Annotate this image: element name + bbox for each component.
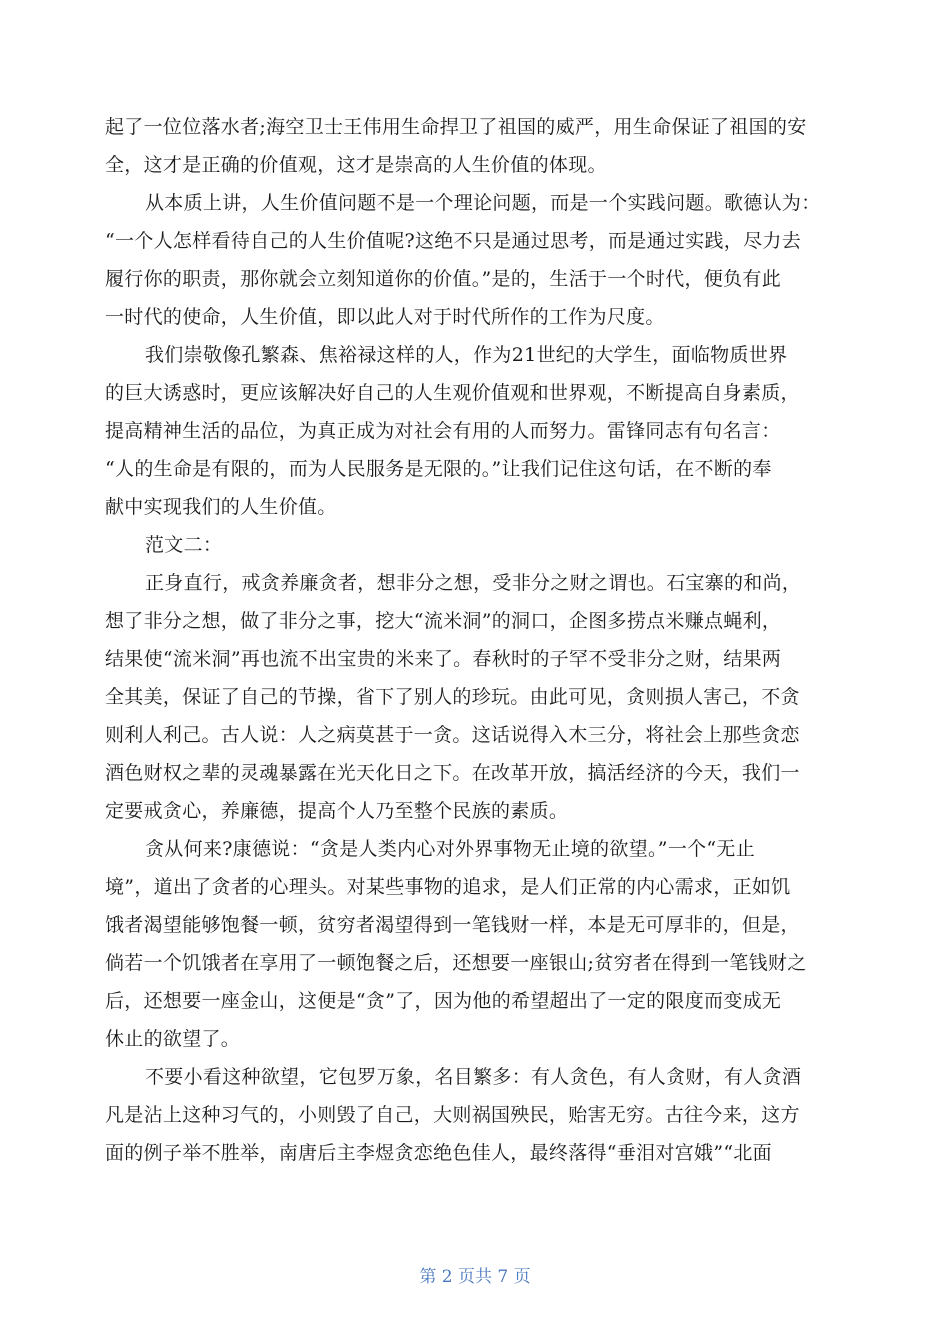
text-line: 结果使“流米洞”再也流不出宝贵的米来了。春秋时的子罕不受非分之财，结果两 xyxy=(105,648,782,670)
paragraph-start-line: 从本质上讲，人生价值问题不是一个理论问题，而是一个实践问题。歌德认为： xyxy=(145,192,821,214)
paragraph-start-line: 我们崇敬像孔繁森、焦裕禄这样的人，作为21世纪的大学生，面临物质世界 xyxy=(145,344,788,366)
text-line: “一个人怎样看待自己的人生价值呢?这绝不只是通过思考，而是通过实践，尽力去 xyxy=(105,230,802,252)
text-line: 倘若一个饥饿者在享用了一顿饱餐之后，还想要一座银山;贫穷者在得到一笔钱财之 xyxy=(105,952,807,974)
section-heading: 范文二： xyxy=(145,534,223,556)
text-line: 履行你的职责，那你就会立刻知道你的价值。”是的，生活于一个时代，便负有此 xyxy=(105,268,782,290)
text-line: 后，还想要一座金山，这便是“贪”了，因为他的希望超出了一定的限度而变成无 xyxy=(105,990,782,1012)
text-line: 饿者渴望能够饱餐一顿，贫穷者渴望得到一笔钱财一样，本是无可厚非的，但是， xyxy=(105,914,800,936)
text-line: 面的例子举不胜举，南唐后主李煜贪恋绝色佳人，最终落得“垂泪对宫娥”“北面 xyxy=(105,1142,772,1164)
paragraph-start-line: 不要小看这种欲望，它包罗万象，名目繁多：有人贪色，有人贪财，有人贪酒 xyxy=(145,1066,802,1088)
text-line: 献中实现我们的人生价值。 xyxy=(105,496,337,518)
text-line: 一时代的使命，人生价值，即以此人对于时代所作的工作为尺度。 xyxy=(105,306,665,328)
text-line: 则利人利己。古人说：人之病莫甚于一贪。这话说得入木三分，将社会上那些贪恋 xyxy=(105,724,800,746)
text-line: 酒色财权之辈的灵魂暴露在光天化日之下。在改革开放，搞活经济的今天，我们一 xyxy=(105,762,800,784)
text-line: 起了一位位落水者;海空卫士王伟用生命捍卫了祖国的威严，用生命保证了祖国的安 xyxy=(105,116,807,138)
text-line: 凡是沾上这种习气的，小则毁了自己，大则祸国殃民，贻害无穷。古往今来，这方 xyxy=(105,1104,800,1126)
paragraph-start-line: 贪从何来?康德说：“贪是人类内心对外界事物无止境的欲望。”一个“无止 xyxy=(145,838,756,860)
text-line: 提高精神生活的品位，为真正成为对社会有用的人而努力。雷锋同志有句名言： xyxy=(105,420,781,442)
text-line: 的巨大诱惑时，更应该解决好自己的人生观价值观和世界观，不断提高自身素质， xyxy=(105,382,800,404)
text-line: 想了非分之想，做了非分之事，挖大“流米洞”的洞口，企图多捞点米赚点蝇利， xyxy=(105,610,782,632)
text-line: 全，这才是正确的价值观，这才是崇高的人生价值的体现。 xyxy=(105,154,607,176)
page-number-footer: 第 2 页共 7 页 xyxy=(419,1267,531,1287)
paragraph-start-line: 正身直行，戒贪养廉贪者，想非分之想，受非分之财之谓也。石宝寨的和尚， xyxy=(145,572,802,594)
text-line: 境”，道出了贪者的心理头。对某些事物的追求，是人们正常的内心需求，正如饥 xyxy=(105,876,791,898)
text-line: 全其美，保证了自己的节操，省下了别人的珍玩。由此可见，贪则损人害己，不贪 xyxy=(105,686,800,708)
text-line: 休止的欲望了。 xyxy=(105,1028,241,1050)
document-body xyxy=(105,108,850,1172)
text-line: 定要戒贪心，养廉德，提高个人乃至整个民族的素质。 xyxy=(105,800,569,822)
text-line: “人的生命是有限的，而为人民服务是无限的。”让我们记住这句话，在不断的奉 xyxy=(105,458,772,480)
